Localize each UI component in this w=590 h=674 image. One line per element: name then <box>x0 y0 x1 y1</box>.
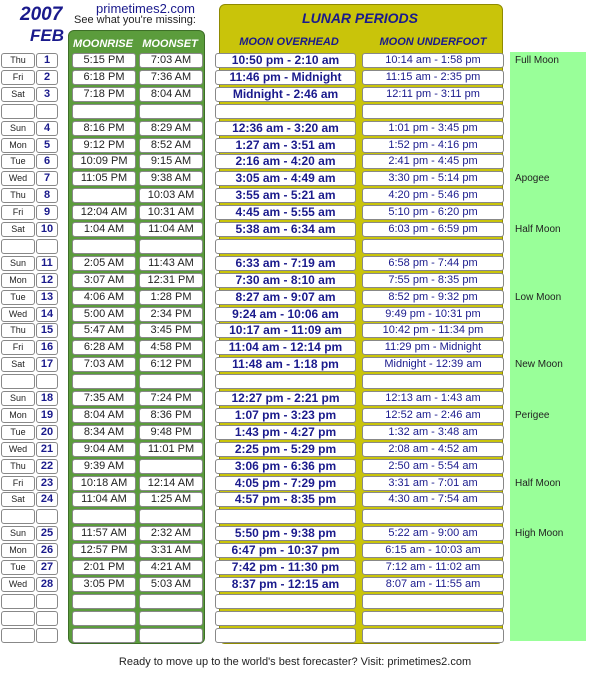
cell-under: 1:01 pm - 3:45 pm <box>362 121 504 136</box>
cell-over <box>215 239 356 254</box>
moon-phase-label: New Moon <box>515 359 563 371</box>
cell-set: 8:04 AM <box>139 87 203 102</box>
cell-set <box>139 628 203 643</box>
cell-dow: Sat <box>1 222 35 237</box>
cell-under: 1:52 pm - 4:16 pm <box>362 138 504 153</box>
cell-over: 11:04 am - 12:14 pm <box>215 340 356 355</box>
cell-set: 11:01 PM <box>139 442 203 457</box>
moon-phase-label: Full Moon <box>515 55 559 66</box>
cell-day: 18 <box>36 391 58 406</box>
cell-dow: Tue <box>1 290 35 305</box>
cell-rise: 8:16 PM <box>72 121 136 136</box>
cell-day: 5 <box>36 138 58 153</box>
cell-dow: Mon <box>1 408 35 423</box>
cell-over: 4:05 pm - 7:29 pm <box>215 476 356 491</box>
cell-dow: Sat <box>1 357 35 372</box>
cell-under: 2:41 pm - 4:45 pm <box>362 154 504 169</box>
cell-set <box>139 104 203 119</box>
cell-set: 8:29 AM <box>139 121 203 136</box>
cell-dow: Tue <box>1 154 35 169</box>
cell-day: 25 <box>36 526 58 541</box>
cell-set <box>139 239 203 254</box>
cell-rise: 7:35 AM <box>72 391 136 406</box>
cell-rise <box>72 239 136 254</box>
cell-over <box>215 374 356 389</box>
cell-over: 5:50 pm - 9:38 pm <box>215 526 356 541</box>
cell-rise: 12:04 AM <box>72 205 136 220</box>
year-label: 2007 <box>20 4 63 25</box>
cell-set <box>139 459 203 474</box>
cell-day: 26 <box>36 543 58 558</box>
cell-set: 8:36 PM <box>139 408 203 423</box>
cell-day: 4 <box>36 121 58 136</box>
moon-phase-label: Half Moon <box>515 477 561 489</box>
cell-day: 19 <box>36 408 58 423</box>
cell-rise: 2:05 AM <box>72 256 136 271</box>
cell-rise: 6:18 PM <box>72 70 136 85</box>
cell-rise: 11:04 AM <box>72 492 136 507</box>
cell-set: 12:14 AM <box>139 476 203 491</box>
moon-phase-label: Perigee <box>515 409 550 421</box>
cell-day <box>36 628 58 643</box>
cell-day: 15 <box>36 323 58 338</box>
cell-dow: Wed <box>1 307 35 322</box>
cell-rise <box>72 188 136 203</box>
cell-day: 23 <box>36 476 58 491</box>
cell-dow: Fri <box>1 205 35 220</box>
cell-over: 6:47 pm - 10:37 pm <box>215 543 356 558</box>
cell-under: 6:58 pm - 7:44 pm <box>362 256 504 271</box>
cell-over: 2:25 pm - 5:29 pm <box>215 442 356 457</box>
cell-set <box>139 374 203 389</box>
cell-under <box>362 611 504 626</box>
cell-dow: Wed <box>1 577 35 592</box>
cell-over: Midnight - 2:46 am <box>215 87 356 102</box>
cell-under: 6:03 pm - 6:59 pm <box>362 222 504 237</box>
cell-day <box>36 594 58 609</box>
cell-set: 5:03 AM <box>139 577 203 592</box>
cell-rise: 3:07 AM <box>72 273 136 288</box>
cell-dow: Thu <box>1 53 35 68</box>
moonset-header: MOONSET <box>142 38 198 50</box>
cell-rise <box>72 611 136 626</box>
cell-under <box>362 374 504 389</box>
cell-dow: Sat <box>1 492 35 507</box>
cell-under: 7:12 am - 11:02 am <box>362 560 504 575</box>
cell-dow <box>1 611 35 626</box>
cell-day: 1 <box>36 53 58 68</box>
cell-under: Midnight - 12:39 am <box>362 357 504 372</box>
moon-phase-label: Apogee <box>515 173 550 185</box>
cell-over: 4:57 pm - 8:35 pm <box>215 492 356 507</box>
cell-rise: 8:04 AM <box>72 408 136 423</box>
cell-day: 14 <box>36 307 58 322</box>
cell-rise: 9:39 AM <box>72 459 136 474</box>
cell-under: 3:30 pm - 5:14 pm <box>362 171 504 186</box>
cell-set: 8:52 AM <box>139 138 203 153</box>
cell-rise: 1:04 AM <box>72 222 136 237</box>
cell-dow: Fri <box>1 70 35 85</box>
cell-rise: 3:05 PM <box>72 577 136 592</box>
cell-set: 10:03 AM <box>139 188 203 203</box>
cell-dow: Fri <box>1 340 35 355</box>
cell-day: 13 <box>36 290 58 305</box>
cell-set: 9:38 AM <box>139 171 203 186</box>
cell-rise: 7:03 AM <box>72 357 136 372</box>
footer-promo[interactable]: Ready to move up to the world's best forecaster? Visit: primetimes2.com <box>118 656 472 668</box>
cell-dow: Thu <box>1 459 35 474</box>
cell-under: 7:55 pm - 8:35 pm <box>362 273 504 288</box>
cell-over <box>215 628 356 643</box>
moon-phase-label: Low Moon <box>515 291 562 303</box>
cell-dow: Sun <box>1 256 35 271</box>
cell-under <box>362 239 504 254</box>
cell-under: 2:08 am - 4:52 am <box>362 442 504 457</box>
cell-over: 3:06 pm - 6:36 pm <box>215 459 356 474</box>
cell-over: 7:30 am - 8:10 am <box>215 273 356 288</box>
cell-set: 3:31 AM <box>139 543 203 558</box>
cell-dow: Sun <box>1 391 35 406</box>
cell-day: 6 <box>36 154 58 169</box>
cell-under <box>362 594 504 609</box>
cell-over: 7:42 pm - 11:30 pm <box>215 560 356 575</box>
moon-underfoot-header: MOON UNDERFOOT <box>379 36 487 48</box>
moon-overhead-header: MOON OVERHEAD <box>239 36 339 48</box>
cell-over: 3:55 am - 5:21 am <box>215 188 356 203</box>
cell-dow: Mon <box>1 138 35 153</box>
cell-day: 3 <box>36 87 58 102</box>
cell-rise: 5:15 PM <box>72 53 136 68</box>
cell-day <box>36 239 58 254</box>
cell-dow <box>1 628 35 643</box>
cell-dow: Fri <box>1 476 35 491</box>
cell-day: 12 <box>36 273 58 288</box>
cell-under: 5:22 am - 9:00 am <box>362 526 504 541</box>
moon-phase-label: Half Moon <box>515 224 561 235</box>
cell-day: 27 <box>36 560 58 575</box>
cell-under: 9:49 pm - 10:31 pm <box>362 307 504 322</box>
cell-under: 10:14 am - 1:58 pm <box>362 53 504 68</box>
cell-over: 12:27 pm - 2:21 pm <box>215 391 356 406</box>
cell-day: 2 <box>36 70 58 85</box>
cell-under: 8:07 am - 11:55 am <box>362 577 504 592</box>
cell-dow: Sun <box>1 121 35 136</box>
cell-rise <box>72 509 136 524</box>
cell-set <box>139 611 203 626</box>
month-label: FEB <box>30 26 64 45</box>
cell-set: 7:36 AM <box>139 70 203 85</box>
cell-set: 2:34 PM <box>139 307 203 322</box>
cell-set: 9:15 AM <box>139 154 203 169</box>
cell-rise: 9:04 AM <box>72 442 136 457</box>
site-link[interactable]: primetimes2.com <box>96 1 195 16</box>
cell-set: 4:21 AM <box>139 560 203 575</box>
cell-over: 8:27 am - 9:07 am <box>215 290 356 305</box>
cell-over <box>215 611 356 626</box>
cell-set: 12:31 PM <box>139 273 203 288</box>
cell-day: 21 <box>36 442 58 457</box>
cell-under <box>362 628 504 643</box>
cell-day: 11 <box>36 256 58 271</box>
cell-rise: 4:06 AM <box>72 290 136 305</box>
cell-set: 3:45 PM <box>139 323 203 338</box>
cell-under: 12:13 am - 1:43 am <box>362 391 504 406</box>
cell-rise: 5:00 AM <box>72 307 136 322</box>
cell-day: 10 <box>36 222 58 237</box>
moon-phase-label: High Moon <box>515 528 564 540</box>
cell-rise: 7:18 PM <box>72 87 136 102</box>
cell-set: 9:48 PM <box>139 425 203 440</box>
cell-dow: Sat <box>1 87 35 102</box>
cell-set: 6:12 PM <box>139 357 203 372</box>
cell-rise: 11:57 AM <box>72 526 136 541</box>
cell-day: 22 <box>36 459 58 474</box>
cell-day: 17 <box>36 357 58 372</box>
cell-over: 1:43 pm - 4:27 pm <box>215 425 356 440</box>
cell-under: 4:20 pm - 5:46 pm <box>362 188 504 203</box>
cell-under: 2:50 am - 5:54 am <box>362 459 504 474</box>
cell-under: 10:42 pm - 11:34 pm <box>362 323 504 338</box>
cell-set <box>139 509 203 524</box>
cell-rise <box>72 628 136 643</box>
cell-set: 2:32 AM <box>139 526 203 541</box>
cell-under: 6:15 am - 10:03 am <box>362 543 504 558</box>
cell-day <box>36 374 58 389</box>
cell-under: 12:52 am - 2:46 am <box>362 408 504 423</box>
cell-dow: Tue <box>1 425 35 440</box>
cell-over: 10:17 am - 11:09 am <box>215 323 356 338</box>
cell-rise <box>72 594 136 609</box>
cell-under: 4:30 am - 7:54 am <box>362 492 504 507</box>
cell-over: 1:07 pm - 3:23 pm <box>215 408 356 423</box>
cell-day: 7 <box>36 171 58 186</box>
cell-under <box>362 509 504 524</box>
cell-dow: Thu <box>1 323 35 338</box>
cell-over: 10:50 pm - 2:10 am <box>215 53 356 68</box>
cell-rise <box>72 104 136 119</box>
cell-rise <box>72 374 136 389</box>
cell-under: 8:52 pm - 9:32 pm <box>362 290 504 305</box>
cell-set: 7:24 PM <box>139 391 203 406</box>
cell-day: 16 <box>36 340 58 355</box>
cell-dow <box>1 374 35 389</box>
cell-over <box>215 509 356 524</box>
cell-day: 24 <box>36 492 58 507</box>
cell-day <box>36 509 58 524</box>
cell-dow: Wed <box>1 442 35 457</box>
cell-rise: 8:34 AM <box>72 425 136 440</box>
cell-set: 1:25 AM <box>139 492 203 507</box>
cell-over: 4:45 am - 5:55 am <box>215 205 356 220</box>
cell-set: 4:58 PM <box>139 340 203 355</box>
cell-over: 1:27 am - 3:51 am <box>215 138 356 153</box>
cell-rise: 9:12 PM <box>72 138 136 153</box>
moon-phase-panel <box>510 52 586 641</box>
cell-day: 8 <box>36 188 58 203</box>
cell-dow: Tue <box>1 560 35 575</box>
cell-dow: Wed <box>1 171 35 186</box>
cell-set: 1:28 PM <box>139 290 203 305</box>
cell-over <box>215 104 356 119</box>
cell-over: 9:24 am - 10:06 am <box>215 307 356 322</box>
cell-rise: 10:09 PM <box>72 154 136 169</box>
cell-under: 5:10 pm - 6:20 pm <box>362 205 504 220</box>
cell-over: 2:16 am - 4:20 am <box>215 154 356 169</box>
cell-rise: 5:47 AM <box>72 323 136 338</box>
cell-set: 10:31 AM <box>139 205 203 220</box>
tagline: See what you're missing: <box>74 14 196 26</box>
cell-dow <box>1 594 35 609</box>
cell-under: 3:31 am - 7:01 am <box>362 476 504 491</box>
cell-over: 11:46 pm - Midnight <box>215 70 356 85</box>
cell-over: 11:48 am - 1:18 pm <box>215 357 356 372</box>
cell-day <box>36 611 58 626</box>
cell-over: 12:36 am - 3:20 am <box>215 121 356 136</box>
cell-set: 7:03 AM <box>139 53 203 68</box>
cell-rise: 10:18 AM <box>72 476 136 491</box>
cell-day: 9 <box>36 205 58 220</box>
cell-rise: 12:57 PM <box>72 543 136 558</box>
cell-over <box>215 594 356 609</box>
cell-over: 6:33 am - 7:19 am <box>215 256 356 271</box>
cell-dow <box>1 239 35 254</box>
cell-under: 11:29 pm - Midnight <box>362 340 504 355</box>
cell-under: 11:15 am - 2:35 pm <box>362 70 504 85</box>
cell-over: 3:05 am - 4:49 am <box>215 171 356 186</box>
cell-over: 5:38 am - 6:34 am <box>215 222 356 237</box>
cell-dow <box>1 509 35 524</box>
cell-rise: 11:05 PM <box>72 171 136 186</box>
cell-rise: 6:28 AM <box>72 340 136 355</box>
cell-under: 1:32 am - 3:48 am <box>362 425 504 440</box>
cell-under <box>362 104 504 119</box>
lunar-periods-title: LUNAR PERIODS <box>302 10 418 26</box>
cell-dow: Mon <box>1 273 35 288</box>
cell-under: 12:11 pm - 3:11 pm <box>362 87 504 102</box>
cell-day: 28 <box>36 577 58 592</box>
cell-rise: 2:01 PM <box>72 560 136 575</box>
cell-dow: Mon <box>1 543 35 558</box>
moonrise-header: MOONRISE <box>73 38 133 50</box>
cell-dow <box>1 104 35 119</box>
cell-dow: Sun <box>1 526 35 541</box>
cell-day <box>36 104 58 119</box>
cell-set <box>139 594 203 609</box>
cell-over: 8:37 pm - 12:15 am <box>215 577 356 592</box>
cell-set: 11:43 AM <box>139 256 203 271</box>
cell-set: 11:04 AM <box>139 222 203 237</box>
cell-day: 20 <box>36 425 58 440</box>
cell-dow: Thu <box>1 188 35 203</box>
